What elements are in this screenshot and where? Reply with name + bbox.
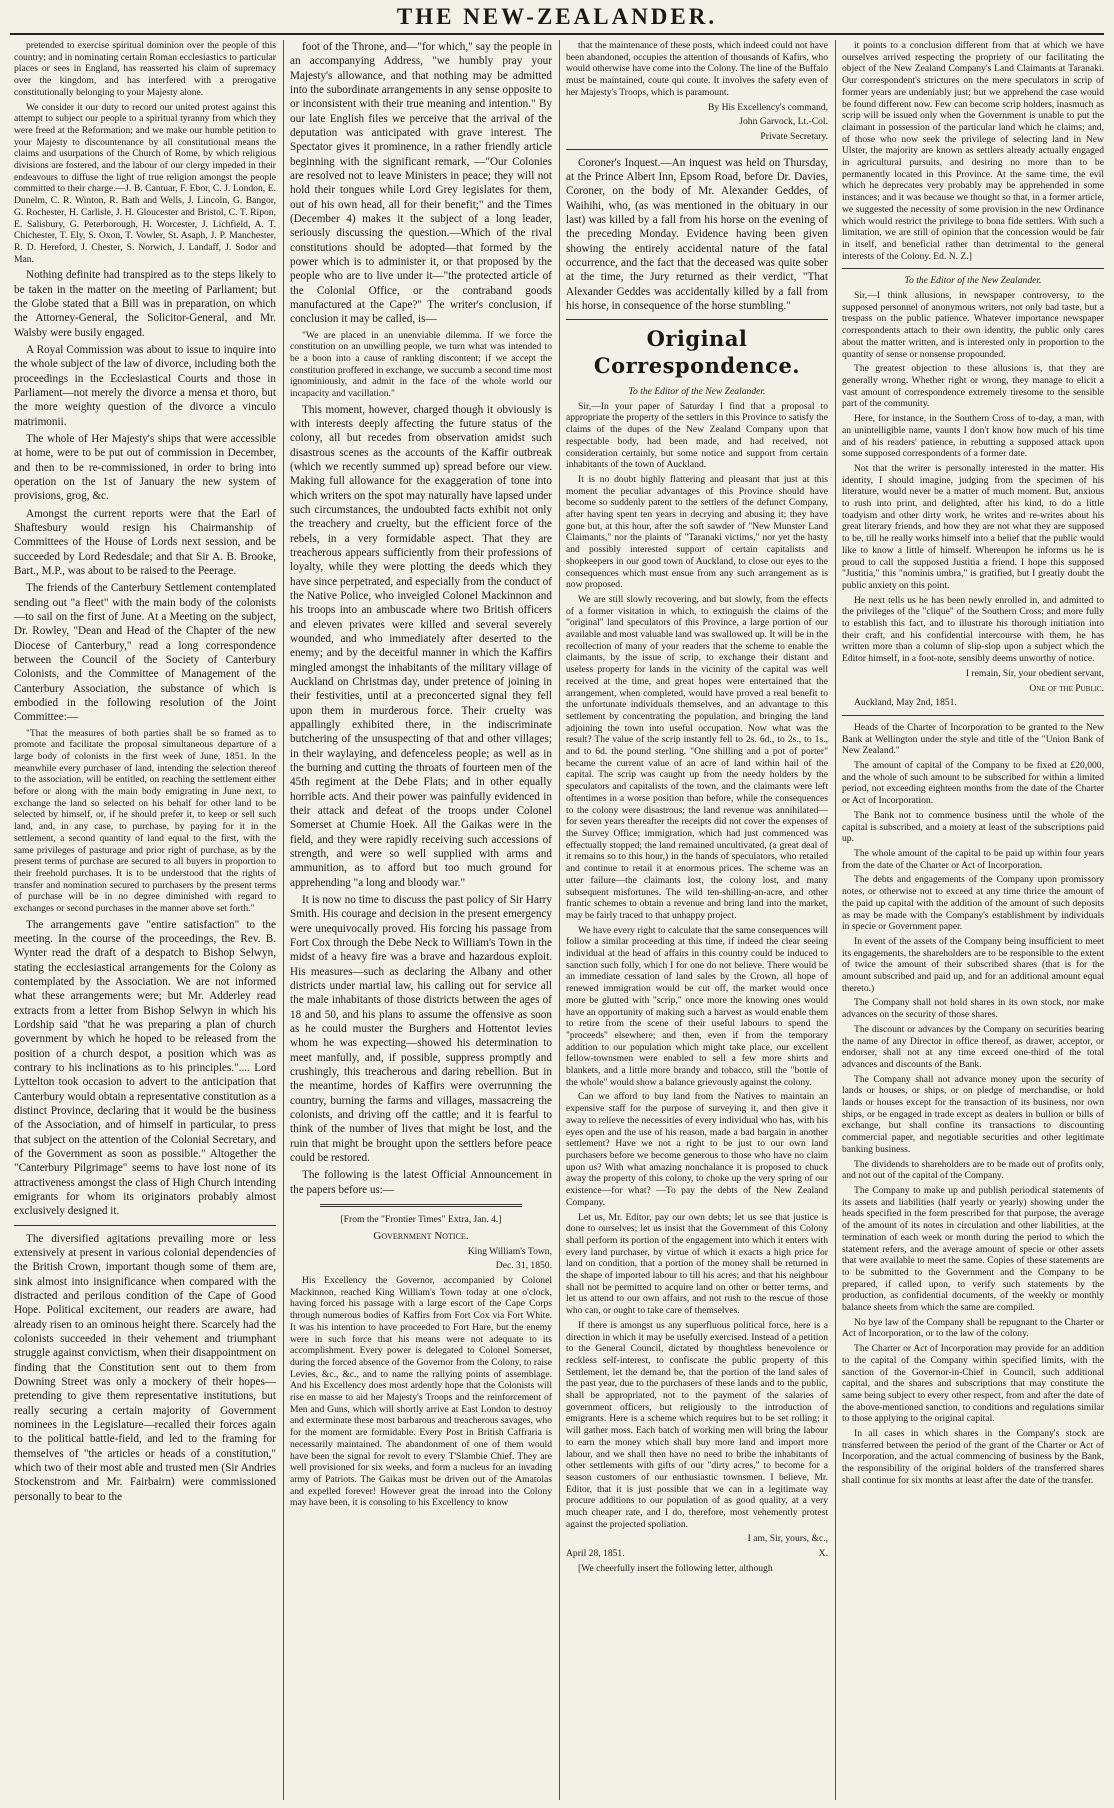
charter-item: In all cases in which shares in the Company's stock are transferred between the period of the grant of the Charter or Act of Incorporation, and the actual commencing of business by the Bank, the responsibility of the original holders of the transferred shares shall continue for six months at least after the date of the transfer.	[842, 1428, 1104, 1486]
letter-paragraph: Sir,—In your paper of Saturday I find that a proposal to appropriate the property of the settlers in this Province to satisfy the claims of the dupes of the New Zealand Company upon that respectable body, had been made, and had received, not consideration certainly, but some notice and support from certain inhabitants of the town of Auckland.	[566, 400, 828, 471]
letter-paragraph: Sir,—I think allusions, in newspaper controversy, to the supposed personnel of anonymous writers, not only bad taste, but a trespass on the public patience. Whatever importance newspaper correspondents attach to their own identity, the public only cares about the matter written, and is interested only in proportion to the quantity of sense or nonsense propounded.	[842, 290, 1104, 360]
charter-item: The Company shall not hold shares in its own stock, nor make advances on the security of those shares.	[842, 997, 1104, 1021]
section-rule	[566, 149, 828, 150]
charter-item: In event of the assets of the Company being insufficient to meet its engagements, the shareholders are to be responsible to the extent of twice the amount of their subscribed shares (that is for the amount subscribed and paid up, and for an additional amount equal thereto.)	[842, 935, 1104, 994]
letter-paragraph: It is no doubt highly flattering and pleasant that just at this moment the peculiar advantages of this Province should have become so suddenly patent to the settlers of the defunct Company, after having spent ten years in decrying and abusing it; they have gone but, at this hour, after the soft sawder of "New Munster Land Claimants," nor the plaints of "Taranaki victims," nor yet the hasty and possibly interested support of certain capitalists and shopkeepers in our good town of Auckland, to close our eyes to the consequences which must ensue from any such arrangement as is now proposed.	[566, 473, 828, 591]
article-paragraph: We consider it our duty to record our united protest against this attempt to subject our people to a spiritual tyranny from which they were freed at the Reformation; and we make our humble petition to your Majesty to discountenance by all constitutional means the claims and usurpations of the Church of Rome, by which religious divisions are fostered, and the labour of our clergy impeded in their endeavours to diffuse the light of true religion amongst the people committed to their charge.—J. B. Cantuar, F. Ebor, C. J. London, E. Dunelm, C. R. Winton, R. Bath and Wells, J. Lincoln, G. Bangor, G. Rochester, H. Carlisle, J. H. Gloucester and Bristol, C. T. Ripon, E. Salisbury, G. Peterborough, H. Worcester, J. Lichfield, A. T. Chichester, T. Ely, S. Oxon, T. Vowler, St. Asaph, J. P. Manchester, R. D. Hereford, J. Chester, S. Norwich, J. Landaff, J. Sodor and Man.	[14, 101, 276, 265]
article-paragraph: foot of the Throne, and—"for which," say the people in an accompanying Address, "we humbly pray your Majesty's allowance, and that nothing may be admitted into the subordinate arrangements in any sense opposite to or inconsistent with their true meaning and intention." By our late English files we perceive that the arrival of the deputation was anticipated with grave interest. The Spectator gives it prominence, in a rather friendly article beginning with the significant remark, —"Our Colonies are resolved not to leave Ministers in peace; they will not hold their tongues while Lord Grey legislates for them, out of his own head, all for their benefit;" and the Times (December 4) makes it the subject of a long leader, seriously discussing the question.—Which of the rival constitutions should be adopted—that formed by the power which is to administer it, or that proposed by the people who are to live under it—"the protected article of the Colonial Office, or the contraband goods manufactured at the Cape?" The writer's conclusion, if conclusion it may be called, is—	[290, 41, 552, 326]
letter-paragraph: Here, for instance, in the Southern Cross of to-day, a man, with an unintelligible name, vaunts I don't know how much of his time and of his readers' patience, in rebutting a supposed attack upon some supposed correspondents of a former date.	[842, 413, 1104, 460]
coroners-inquest: Coroner's Inquest.—An inquest was held on Thursday, at the Prince Albert Inn, Epsom Road, before Dr. Davies, Coroner, on the body of Mr. Alexander Geddes, of Waihihi, who, (as was mentioned in the obituary in our last) was killed by a fall from his horse on the evening of the preceding Monday. Evidence having been given showing the entirely accidental nature of the fatal occurrence, and the fact that the deceased was quite sober at the time, the Jury returned as their verdict, "That Alexander Geddes was accidentally killed by a fall from his horse, in consequence of the horse stumbling."	[566, 156, 828, 312]
column-divider	[283, 40, 284, 1800]
charter-item: The Company shall not advance money upon the security of lands or houses, or ships, or on pledge of merchandise, or hold lands or houses except for the transaction of its business, nor own ships, or be engaged in trade except as dealers in bullion or bills of exchange, but shall confine its transactions to discounting commercial paper, and negotiable securities and other legitimate banking business.	[842, 1073, 1104, 1155]
notice-body-continued: that the maintenance of these posts, which indeed could not have been abandoned, occupies the attention of thousands of Kafirs, who would otherwise have come into the Colony. The line of the Buffalo must be maintained, coute qui coute. It involves the safety even of her Majesty's Troops, which is paramount.	[566, 40, 828, 98]
charter-items	[842, 760, 1104, 1486]
charter-item: No bye law of the Company shall be repugnant to the Charter or Act of Incorporation, or to the law of the colony.	[842, 1316, 1104, 1340]
letter-paragraph: If there is amongst us any superfluous political force, here is a direction in which it may be usefully exercised. Instead of a petition to the General Council, dictated by thoughtless benevolence or reckless self-interest, to confiscate the public property of this Settlement, let the demand be, that the portion of the land sales of the past year, due to the purchasers of these lands and to the public, shall be appropriated, not to the payment of the salaries of government officers, but religiously to the introduction of emigrants. Here is a scheme which requires but to be set rolling; it will gather moss. Each batch of working men will bring the labour to earn the money which shall buy more land and import more labour, and we shall then have no need to bribe the inhabitants of other settlements with gifts of our "dirty acres," to become for a season customers of our enthusiastic townsmen. I believe, Mr. Editor, that it is just possible that we can in a legitimate way procure additions to our population of as good quality, at a very much cheaper rate, and I do, therefore, most vehemently protest against the projected spoliation.	[566, 1319, 828, 1530]
to-editor-line: To the Editor of the New Zealander.	[904, 275, 1042, 287]
column-1	[14, 40, 276, 1800]
letter-date-line	[566, 1548, 828, 1560]
section-rule	[842, 715, 1104, 716]
column-3	[566, 40, 828, 1800]
letter-signature: One of the Public.	[1029, 682, 1104, 694]
notice-signature-name: John Garvock, Lt.-Col.	[739, 116, 828, 128]
charter-item: The Charter or Act of Incorporation may provide for an addition to the capital of the Company within specified limits, with the sanction of the Governor-in-Chief in Council, such additional capital, and the shares and subscriptions that may constitute the same being subject to every other respect, from and after the date of the above-mentioned sanction, to conditions and regulations similar to those applying to the original capital.	[842, 1343, 1104, 1425]
charter-intro: Heads of the Charter of Incorporation to be granted to the New Bank at Wellington under the style and title of the "Union Bank of New Zealand."	[842, 721, 1104, 757]
quoted-times: "We are placed in an unenviable dilemma. If we force the constitution on an unwilling people, we turn what was intended to be a boon into a cause of rankling discontent; if we accept the constitution proffered in exchange, we succumb a second time most ignominiously, and admit in the face of the whole world our incapacity and vacillation."	[290, 329, 552, 400]
article-paragraph: The friends of the Canterbury Settlement contemplated sending out "a fleet" with the main body of the colonists—to sail on the first of June. At a Meeting on the subject, Dr. Rowley, "Dean and Head of the Chapter of the new Diocese of Canterbury," read a long correspondence between the Council of the Society of Canterbury Colonists, and the Committee of Management of the Canterbury Association, the substance of which is embodied in the following resolution of the Joint Committee:—	[14, 582, 276, 724]
article-paragraph: pretended to exercise spiritual dominion over the people of this country; and in nominating certain Roman ecclesiastics to particular places or sees in England, has reasserted his claim of supremacy over the kingdom, and has interfered with a prerogative constitutionally belonging to your Majesty alone.	[14, 40, 276, 98]
letter-paragraph: He next tells us he has been newly enrolled in, and admitted to the privileges of the "clique" of the Southern Cross; and more fully to establish this fact, and to illustrate his thorough initiation into their craft, and his confidential intercourse with them, he has written more than a column of slip-slop upon a subject which the Editor himself, in a foot-note, sensibly deems unworthy of notice.	[842, 594, 1104, 665]
charter-item: The debts and engagements of the Company upon promissory notes, or otherwise not to exceed at any time thrice the amount of the paid up capital with the addition of the amount of such deposits as may be made with the Company's establishment by individuals in specie or Government paper.	[842, 874, 1104, 933]
column-4	[842, 40, 1104, 1800]
letter-paragraph: Can we afford to buy land from the Natives to maintain an expensive staff for the purpose of surveying it, and then give it away to relieve the necessities of every individual who has, with his eyes open and the use of his reason, made a bad bargain in another settlement? Have we not a right to be just to our own land purchasers before we become generous to those who have no claim upon us? With what amazing nonchalance it is proposed to chuck away the property of this colony, to choke up the very spring of our existence—for what? —To pay the debts of the New Zealand Company.	[566, 1091, 828, 1208]
column-2	[290, 40, 552, 1800]
editor-footnote-continued: it points to a conclusion different from that at which we have ourselves arrived respecting the propriety of our facilitating the object of the New Zealand Company's Land Claimants at Taranaki. Our correspondent's strictures on the mere speculators in scrip of former years are undeniably just; but we apprehend the case would be found different now. Few can become scrip holders, inasmuch as scrip will be issued only when the Government is unable to put the claimant in possession of the particular land which he claims; and, of those who now seek the privilege of selecting land in New Ulster, the majority are known as settlers already actually engaged in agricultural pursuits, and desiring no more than to be permanently located in this Province. At the same time, the evil which he deprecates very probably may be apprehended in some instances; and it was because we thought so that, in a former article, we suggested the necessity of some provision in the new Ordinance which would restrict the privilege to bona fide settlers. With such a limitation, we are still of opinion that the concession would be fair in itself, and beneficial rather than detrimental to the general interests of the Colony. Ed. N. Z.]	[842, 40, 1104, 262]
column-divider	[559, 40, 560, 1800]
section-rule	[566, 319, 828, 320]
article-paragraph: This moment, however, charged though it obviously is with interests deeply affecting the future status of the colony, all but recedes from observation amidst such disastrous scenes as the accounts of the Kaffir outbreak (which we recently summed up) spread before our view. Making full allowance for the exaggeration of tone into which writers on the spot may naturally have lapsed under such circumstances, the undoubted facts exhibit not only the treachery and cruelty, but the efficient force of the rebels, in a very formidable aspect. That they are treacherous appears sufficiently from their professions of loyalty, while they were plotting the deeds which they have since perpetrated, and especially from the conduct of the Native Police, who inveigled Colonel Mackinnon and his troops into an ambuscade where two British officers and eleven privates were killed and several severely wounded, and who immediately after deserted to the enemy; and by the deceitful manner in which the Kaffirs mingled amongst the inhabitants of the military village of Auckland on Christmas day, under pretence of joining in their festivities, until at a preconcerted signal they fell upon them in murderous force. Their cruelty was appallingly exhibited there, in the indiscriminate butchering of the unsuspecting of that and other villages; in their waylaying, and defenceless people; as well as in the burning and cutting the throats of fourteen men of the 45th regiment at the Debe Flats; and in other equally horrible acts. And their power was painfully evidenced in their attack and defeat of the troops under Colonel Somerset at Chumie Hoek. All the Gaikas were in the field, and they were rapidly receiving such accessions of strength, and were so well supplied with arms and ammunition, as to afford but too much ground for apprehending "a long and bloody war."	[290, 403, 552, 889]
letter-initial: X.	[818, 1548, 828, 1560]
section-rule	[14, 1225, 276, 1226]
letter-closing: I remain, Sir, your obedient servant,	[965, 667, 1104, 679]
charter-item: The discount or advances by the Company on securities bearing the name of any Director in office thereof, as drawer, acceptor, or endorser, shall not at any time exceed one-third of the total advances and discounts of the Bank.	[842, 1023, 1104, 1070]
quoted-resolution: "That the measures of both parties shall be so framed as to promote and facilitate the proposal simultaneous departure of a large body of colonists in the first week of June, 1851. In the meanwhile every purchaser of land, intending the selection thereof to the association, will be entitled, on reaching the settlement either before or along with the main body emigrating in June next, to exchange the land so selected on his behalf for other land to be selected by himself, or, if he should prefer it, to keep or sell such land, and, in any case, to purchase, by paying for it in the settlement, a second quantity of land equal to the first, with the same privileges of pasturage and prior right of purchase, as by the present terms of purchase are secured to all buyers in proportion to their freehold purchases. It is to be understood that the rights of transfer and nomination secured to purchasers by the present terms of purchase will be in no degree diminished with regard to exchanges or second purchases in the manner above set forth."	[14, 727, 276, 915]
letter-paragraph: The greatest objection to these allusions is, that they are generally wrong. Whether right or wrong, they manage to elicit a vast amount of correspondence extremely tiresome to the sensible part of the community.	[842, 363, 1104, 410]
letter-closing: I am, Sir, yours, &c.,	[747, 1533, 828, 1545]
editor-footnote: [We cheerfully insert the following letter, although	[578, 1562, 773, 1574]
notice-signature-title: Private Secretary.	[760, 130, 828, 142]
notice-place: King William's Town,	[467, 1245, 552, 1257]
notice-source: [From the "Frontier Times" Extra, Jan. 4.]	[340, 1213, 502, 1225]
to-editor-line: To the Editor of the New Zealander.	[628, 385, 766, 397]
letter-paragraph: Not that the writer is personally interested in the matter. His identity, I should imagine, judging from the specimen of his literature, would never be a matter of much moment. But, anxious to rush into print, and delighted, after his kind, to do a little toadyism and other dirty work, he writes and re-writes about his great literary friends, and how they are not what they are supposed to be, till he really works himself into a belief that the public would like to know a little of himself. Whereupon he informs us he is proud to call the supposed Justitia a friend. I hope this supposed "Justitia," this "nominis umbra," is gratified, but I greatly doubt the public anxiety on this point.	[842, 462, 1104, 591]
article-paragraph: It is now no time to discuss the past policy of Sir Harry Smith. His courage and decision in the present emergency were unequivocally proved. His forcing his passage from Fort Cox through the Debe Neck to William's Town in the midst of a heavy fire was a brave and hazardous exploit. His measures—such as declaring the Albany and other districts under martial law, his calling out for service all the male inhabitants of those districts between the ages of 18 and 50, and his plans to assume the offensive as soon as he could muster the Burghers and Hottentot levies whom he was expecting—showed his determination to meet manfully, and, if possible, suppress promptly and crushingly, this treacherous and daring rebellion. But in the meantime, hordes of Kaffirs were overrunning the country, burning the farms and villages, massacreing the colonists, and driving off the cattle; and it is fearful to think of the number of lives that might be lost, and the ruin that might be brought upon the settlers before peace could be restored.	[290, 893, 552, 1164]
masthead	[0, 0, 1114, 34]
charter-item: The Company to make up and publish periodical statements of its assets and liabilities (half yearly or yearly) showing under the heads specified in the form prescribed for that purpose, the average of the amount of its notes in circulation and other liabilities, at the termination of each week or month during the period to which the statement refers, and the average amount of specie or other assets that were available to meet the same. Copies of these statements are to be submitted to the Government and the Company to be prepared, if called upon, to verify such statements by the production, as confidential documents, of the weekly or monthly balance sheets from which the same are compiled.	[842, 1184, 1104, 1314]
letter-date: April 28, 1851.	[566, 1548, 625, 1560]
letter-date: Auckland, May 2nd, 1851.	[854, 697, 957, 709]
letter-paragraph: We are still slowly recovering, and but slowly, from the effects of a former visitation in which, to extinguish the claims of the "original" land speculators of this Province, a large portion of our available and most valuable land was swallowed up. It will be in the recollection of many of your readers that the scheme to enable the claimants, by the issue of scrip, to exchange their distant and useless property for lands in the vicinity of the capital was well received at the time, and great hopes were entertained that the arrangement, when completed, would have proved a real benefit to the unfortunate individuals themselves, and an advantage to this settlement by concentrating the population, and bringing the land adjoining the town into useful occupation. Now what was the result? The value of the scrip instantly fell to 2s. 6d., to 2s., to 1s., and to 6d. the pound sterling. "One shilling and a pot of porter" became the current value of an acre of land within hail of the capital. The scrip was caught up from the needy holders by the speculators and capitalists of the town, and the claimants were left oftentimes in a worse position than before, while the consequences to the colony were disastrous; the land revenue was annihilated—for seven years thereafter the receipts did not cover the expenses of the Survey Office; immigration, which had just commenced was effectually stopped; the land remained uncultivated, (a great deal of it remains so to this hour,) in the hands of speculators, who retailed and continue to retail it at enormous prices. The scheme was an utter failure—the claimants lost, the colony lost, and many subsequent misfortunes. The wild ten-shilling-an-acre, and other frantic schemes to obtain a revenue and bring land into the market, may be fairly traced to that unhappy project.	[566, 593, 828, 921]
notice-title: Government Notice.	[373, 1229, 469, 1242]
article-paragraph: Nothing definite had transpired as to the steps likely to be taken in the matter on the meeting of Parliament; but the Globe stated that a Bill was in preparation, on which the Attorney-General, the Solicitor-General, and Mr. Walsby were busily engaged.	[14, 269, 276, 339]
charter-item: The amount of capital of the Company to be fixed at £20,000, and the whole of such amount to be subscribed for within a limited period, not exceeding eighteen months from the date of the Charter or Act of Incorporation.	[842, 760, 1104, 807]
cape-article-paragraph: The diversified agitations prevailing more or less extensively at present in various colonial dependencies of the British Crown, important though some of them are, sink almost into insignificance when compared with the distracted and perilous condition of the Cape of Good Hope. Political excitement, our readers are aware, had already risen to an ominous height there. Scarcely had the colonists succeeded in their vehement and triumphant struggle against convictism, when their disappointment on finding that the Constitution sent out to them from Downing Street was only a mockery of their hopes—pretending to give them representative institutions, but really securing a certain majority of Government nominees in the Legislature—recalled their forces again to the political battle-field, and led to the framing for themselves of "the articles or heads of a constitution," which two of their most able and trusted men (Sir Andries Stockenstrom and Mr. Fairbairn) were commissioned personally to bear to the	[14, 1232, 276, 1503]
letter-paragraph: Let us, Mr. Editor, pay our own debts; let us see that justice is done to ourselves; let us insist that the Government of this Colony shall perform its portion of the engagement into which it enters with every land purchaser, by virtue of which it exacts a high price for land on condition, that a portion of the money shall be returned in the shape of imported labour to till his acres; and that his neighbour shall not be permitted to acquire land on other or better terms, and let us attend to our own affairs, and not rush to the rescue of those who can, or ought to take care of themselves.	[566, 1211, 828, 1317]
article-paragraph: A Royal Commission was about to issue to inquire into the whole subject of the law of divorce, including both the proceedings in the Ecclesiastical Courts and those in Parliament—not merely the divorce a mensa et thoro, but the more weighty question of the divorce a vinculo matrimonii.	[14, 344, 276, 428]
article-paragraph: The arrangements gave "entire satisfaction" to the meeting. In the course of the proceedings, the Rev. B. Wynter read the draft of a despatch to Bishop Selwyn, stating the ecclesiastical arrangements for the Colony as contemplated by the Association. We are not informed what these arrangements were; but Mr. Adderley read extracts from a letter from Bishop Selwyn in which his Lordship said "that he was preparing a plan of church government by which he hoped to be released from the position of a church despot, a position which was as contrary to his inclinations as to his principles.".... Lord Lyttelton took occasion to advert to the anticipation that Canterbury would obtain a representative constitution as a distinct Province, declaring that it would be the business of the Association, and of himself in particular, to press that subject on the attention of the Colonial Secretary, and of the Government as soon as possible." Altogether the "Canterbury Pilgrimage" seems to have lost none of its attractiveness amongst the class of High Church intending emigrants for whom its originators probably almost exclusively designed it.	[14, 918, 276, 1218]
section-heading: Original Correspondence.	[593, 326, 801, 379]
article-paragraph: The following is the latest Official Announcement in the papers before us:—	[290, 1169, 552, 1196]
column-divider	[835, 40, 836, 1800]
letter-paragraph: We have every right to calculate that the same consequences will follow a similar proceeding at this time, if indeed the clear seeing individual at the head of affairs in this country could be induced to sanction such folly, which I for one do not believe. There would be an immediate cessation of land sales by the Crown, all hope of renewed immigration would be cut off, the market would once more be glutted with "scrip," once more the knowing ones would have an opportunity of making such a harvest as would enable them to retire from the scene of their useful labours to spend the "proceeds" elsewhere; and then, even if from the temporary addition to our population which might take place, our excellent fellow-townsmen were enabled to sell a few more shirts and blankets, and a little more brandy and tobacco, still the "bottle of the whole" would show a balance grievously against the colony.	[566, 924, 828, 1088]
decorative-rule	[320, 1204, 522, 1207]
notice-body: His Excellency the Governor, accompanied by Colonel Mackinnon, reached King William's Town today at one o'clock, having forced his passage with a large escort of the Cape Corps through numerous bodies of Kaffirs from Fort Cox via Fort White. It was his intention to have proceeded to Fort Hare, but the enemy were in such force that his means were not adequate to its accomplishment. Every power is delegated to Colonel Somerset, during the forced absence of the Governor from the Colony, to raise Levies, &c., &c., and to name the rallying points of assemblage. And his Excellency does most ardently hope that the Colonists will rise en masse to aid her Majesty's Troops and the reinforcement of Men and Guns, which will shortly arrive at East London to destroy and exterminate these most barbarous and treacherous savages, who for the moment are formidable. Every Post in British Caffraria is necessarily maintained. The abandonment of one of them would have been the signal for revolt to every T'Slambie Chief. They are well provisioned for six weeks, and form a nucleus for an invading army of Patriots. The Gaikas must be driven out of the Amatolas and expelled forever! However great the inroad into the Colony may have been, it is consoling to his Excellency to know	[290, 1275, 552, 1509]
notice-signature-by: By His Excellency's command,	[707, 101, 828, 113]
section-rule	[842, 268, 1104, 269]
notice-date: Dec. 31, 1850.	[495, 1260, 552, 1272]
charter-item: The dividends to shareholders are to be made out of profits only, and not out of the capital of the Company.	[842, 1158, 1104, 1182]
charter-item: The whole amount of the capital to be paid up within four years from the date of the Charter or Act of Incorporation.	[842, 848, 1104, 871]
newspaper-title: THE NEW-ZEALANDER.	[396, 4, 718, 29]
article-paragraph: Amongst the current reports were that the Earl of Shaftesbury would resign his Chairmanship of Committees of the House of Lords next session, and be succeeded by Lord Redesdale; and that Sir A. B. Brooke, Bart., M.P., was about to be raised to the Peerage.	[14, 507, 276, 577]
masthead-rule	[10, 33, 1104, 35]
charter-item: The Bank not to commence business until the whole of the capital is subscribed, and a moiety at least of the subscriptions paid up.	[842, 809, 1104, 845]
article-paragraph: The whole of Her Majesty's ships that were accessible at home, were to be put out of commission in December, and then to be re-commissioned, in order to bring into operation on the 1st of January the new system of provisions, grog, &c.	[14, 432, 276, 503]
